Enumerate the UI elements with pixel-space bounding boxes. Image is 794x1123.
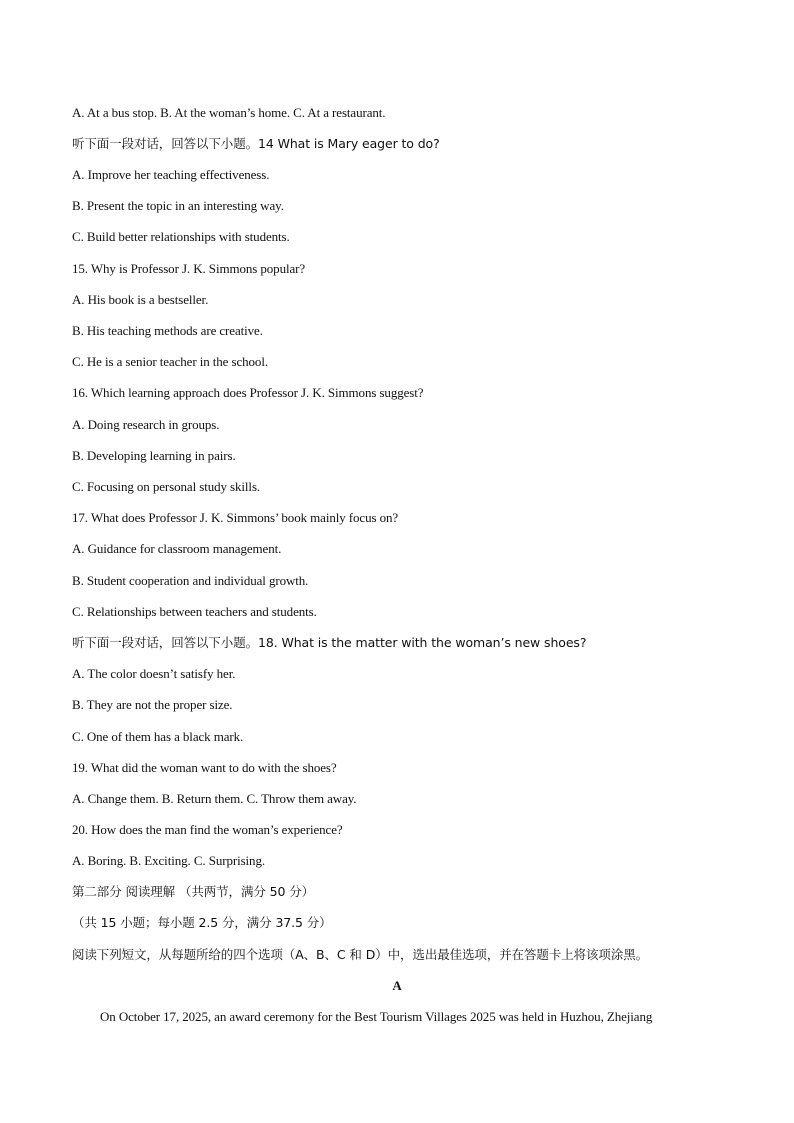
q15-question: 15. Why is Professor J. K. Simmons popular? <box>72 261 306 276</box>
q17-option-c: C. Relationships between teachers and students. <box>72 604 317 619</box>
reading-instructions: 阅读下列短文，从每题所给的四个选项（A、B、C 和 D）中，选出最佳选项，并在答题卡上将该项涂黑。 <box>72 947 649 962</box>
q16-option-b: B. Developing learning in pairs. <box>72 448 236 463</box>
q15-option-c: C. He is a senior teacher in the school. <box>72 354 268 369</box>
q18-option-a: A. The color doesn’t satisfy her. <box>72 666 236 681</box>
section-heading: 第二部分 阅读理解 （共两节，满分 50 分） <box>72 884 315 899</box>
q13-options: A. At a bus stop. B. At the woman’s home. C. At a restaurant. <box>72 105 386 120</box>
q14-option-a: A. Improve her teaching effectiveness. <box>72 167 270 182</box>
q14-option-c: C. Build better relationships with students. <box>72 229 290 244</box>
q15-option-b: B. His teaching methods are creative. <box>72 323 263 338</box>
q18-option-c: C. One of them has a black mark. <box>72 729 244 744</box>
q19-question: 19. What did the woman want to do with the shoes? <box>72 760 337 775</box>
q16-option-a: A. Doing research in groups. <box>72 417 220 432</box>
q15-option-a: A. His book is a bestseller. <box>72 292 209 307</box>
q17-question: 17. What does Professor J. K. Simmons’ book mainly focus on? <box>72 510 399 525</box>
q18-option-b: B. They are not the proper size. <box>72 697 233 712</box>
passage-label: A <box>392 978 402 993</box>
q17-option-b: B. Student cooperation and individual growth. <box>72 573 309 588</box>
passage-first-line: On October 17, 2025, an award ceremony for the Best Tourism Villages 2025 was held in Huzhou, Zhejiang <box>100 1009 653 1024</box>
q14-option-b: B. Present the topic in an interesting way. <box>72 198 284 213</box>
q20-question: 20. How does the man find the woman’s experience? <box>72 822 343 837</box>
q20-options: A. Boring. B. Exciting. C. Surprising. <box>72 853 266 868</box>
q16-question: 16. Which learning approach does Professor J. K. Simmons suggest? <box>72 385 424 400</box>
q14-question: 听下面一段对话，回答以下小题。14 What is Mary eager to do? <box>72 136 440 151</box>
q19-options: A. Change them. B. Return them. C. Throw them away. <box>72 791 357 806</box>
q16-option-c: C. Focusing on personal study skills. <box>72 479 261 494</box>
section-scoring: （共 15 小题；每小题 2.5 分，满分 37.5 分） <box>72 915 332 930</box>
q18-question: 听下面一段对话，回答以下小题。18. What is the matter with the woman’s new shoes? <box>72 635 587 650</box>
q17-option-a: A. Guidance for classroom management. <box>72 541 282 556</box>
